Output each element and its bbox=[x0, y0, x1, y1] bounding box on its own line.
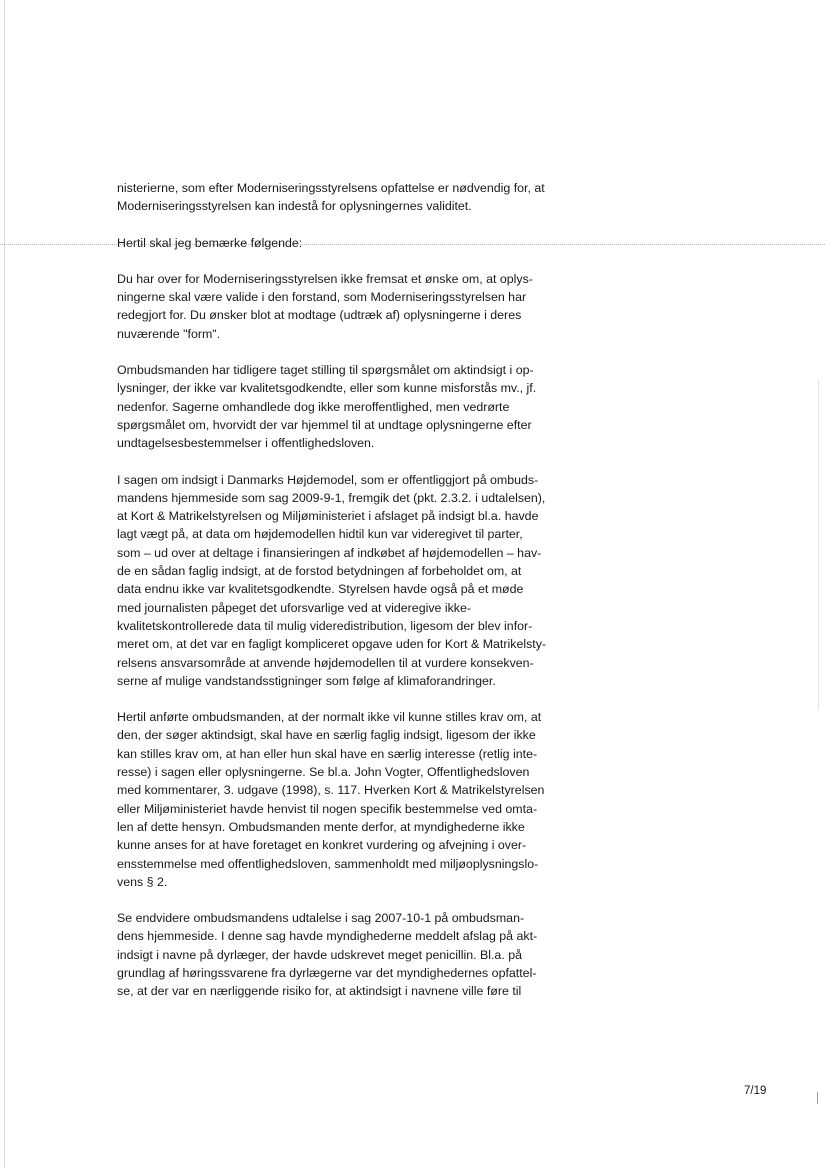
document-body bbox=[117, 179, 577, 1019]
paragraph bbox=[117, 234, 577, 252]
text-line: resse) i sagen eller oplysningerne. Se bl.a. John Vogter, Offentlighedsloven bbox=[117, 765, 530, 780]
text-line: grundlag af høringssvarene fra dyrlægerne var det myndighedernes opfattel- bbox=[117, 965, 537, 980]
text-line: indsigt i navne på dyrlæger, der havde udskrevet meget penicillin. Bl.a. på bbox=[117, 947, 522, 962]
scan-right-edge bbox=[818, 380, 819, 710]
text-line: kvalitetskontrollerede data til mulig videredistribution, ligesom der blev infor- bbox=[117, 618, 533, 633]
text-line: som – ud over at deltage i finansieringen af indkøbet af højdemodellen – hav- bbox=[117, 545, 542, 560]
paragraph bbox=[117, 361, 577, 452]
text-line: ensstemmelse med offentlighedsloven, sammenholdt med miljøoplysningslo- bbox=[117, 856, 539, 871]
text-line: serne af mulige vandstandsstigninger som følge af klimaforandringer. bbox=[117, 673, 496, 688]
text-line: undtagelsesbestemmelser i offentlighedsloven. bbox=[117, 436, 375, 451]
text-line: dens hjemmeside. I denne sag havde myndighederne meddelt afslag på akt- bbox=[117, 929, 538, 944]
text-line: se, at der var en nærliggende risiko for, at aktindsigt i navnene ville føre til bbox=[117, 984, 522, 999]
text-line: eller Miljøministeriet havde henvist til nogen specifik bestemmelse ved omta- bbox=[117, 801, 538, 816]
text-line: kan stilles krav om, at han eller hun skal have en særlig interesse (retlig inte- bbox=[117, 746, 538, 761]
text-line: nisterierne, som efter Moderniseringsstyrelsens opfattelse er nødvendig for, at bbox=[117, 181, 545, 195]
text-line: lagt vægt på, at data om højdemodellen hidtil kun var videregivet til parter, bbox=[117, 527, 523, 542]
text-line: ningerne skal være valide i den forstand, som Moderniseringsstyrelsen har bbox=[117, 290, 527, 305]
text-line: Se endvidere ombudsmandens udtalelse i sag 2007-10-1 på ombudsman- bbox=[117, 911, 525, 926]
text-line: spørgsmålet om, hvorvidt der var hjemmel til at undtage oplysningerne efter bbox=[117, 417, 532, 432]
text-line: de en sådan faglig indsigt, at de forstod betydningen af forbeholdet om, at bbox=[117, 564, 522, 579]
text-line: Hertil skal jeg bemærke følgende: bbox=[117, 235, 303, 250]
text-line: meret om, at det var en fagligt kompliceret opgave uden for Kort & Matrikelsty- bbox=[117, 637, 547, 652]
text-line: data endnu ikke var kvalitetsgodkendte. Styrelsen havde også på et møde bbox=[117, 582, 524, 597]
paragraph bbox=[117, 708, 577, 891]
text-line: med journalisten påpeget det uforsvarlige ved at videregive ikke- bbox=[117, 600, 472, 615]
text-line: lysninger, der ikke var kvalitetsgodkendte, eller som kunne misforstås mv., jf. bbox=[117, 381, 537, 396]
text-line: relsens ansvarsområde at anvende højdemodellen til at vurdere konsekven- bbox=[117, 655, 534, 670]
text-line: Du har over for Moderniseringsstyrelsen ikke fremsat et ønske om, at oplys- bbox=[117, 271, 533, 286]
paragraph bbox=[117, 270, 577, 343]
text-line: med kommentarer, 3. udgave (1998), s. 117. Hverken Kort & Matrikelstyrelsen bbox=[117, 783, 545, 798]
text-line: Hertil anførte ombudsmanden, at der normalt ikke vil kunne stilles krav om, at bbox=[117, 710, 542, 725]
text-line: I sagen om indsigt i Danmarks Højdemodel, som er offentliggjort på ombuds- bbox=[117, 472, 539, 487]
text-line: vens § 2. bbox=[117, 874, 168, 889]
text-line: den, der søger aktindsigt, skal have en særlig faglig indsigt, ligesom der ikke bbox=[117, 728, 536, 743]
paragraph bbox=[117, 179, 577, 216]
text-line: at Kort & Matrikelstyrelsen og Miljøministeriet i afslaget på indsigt bl.a. havde bbox=[117, 509, 539, 524]
text-line: nuværende "form". bbox=[117, 326, 221, 341]
scan-edge-mark bbox=[817, 1092, 822, 1104]
page-number: 7/19 bbox=[744, 1085, 767, 1097]
text-line: nedenfor. Sagerne omhandlede dog ikke meroffentlighed, men vedrørte bbox=[117, 399, 510, 414]
text-line: Ombudsmanden har tidligere taget stilling til spørgsmålet om aktindsigt i op- bbox=[117, 363, 534, 378]
text-line: kunne anses for at have foretaget en konkret vurdering og afvejning i over- bbox=[117, 838, 527, 853]
paragraph bbox=[117, 909, 577, 1000]
text-line: mandens hjemmeside som sag 2009-9-1, fremgik det (pkt. 2.3.2. i udtalelsen), bbox=[117, 490, 546, 505]
scan-left-edge bbox=[4, 0, 5, 1168]
text-line: Moderniseringsstyrelsen kan indestå for oplysningernes validitet. bbox=[117, 199, 472, 214]
text-line: redegjort for. Du ønsker blot at modtage (udtræk af) oplysningerne i deres bbox=[117, 308, 522, 323]
paragraph bbox=[117, 471, 577, 691]
text-line: len af dette hensyn. Ombudsmanden mente derfor, at myndighederne ikke bbox=[117, 819, 525, 834]
